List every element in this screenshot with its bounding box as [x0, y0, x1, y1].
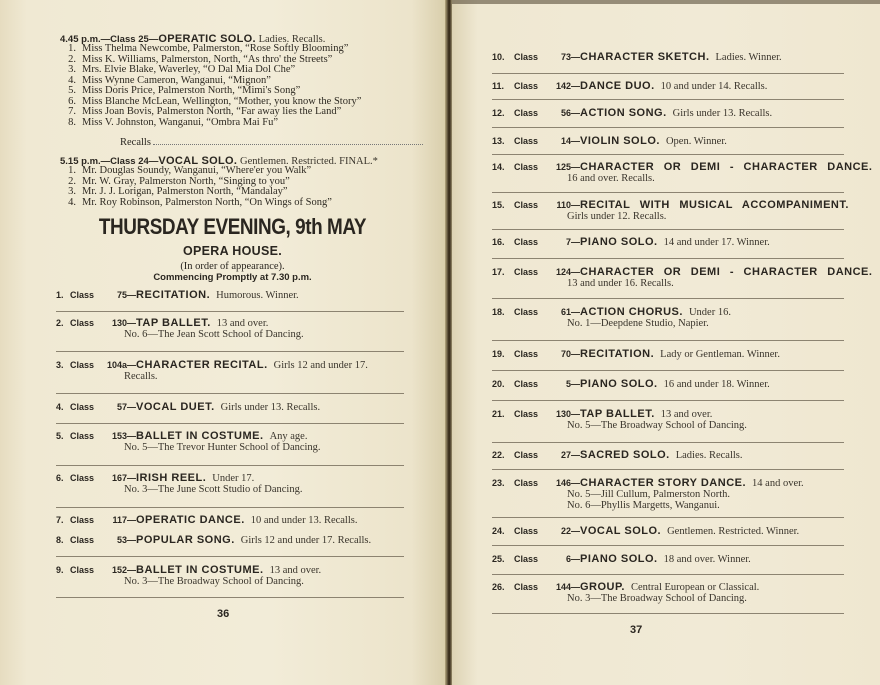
- item-number: 15.: [492, 200, 505, 210]
- class-title: OPERATIC SOLO.: [158, 33, 256, 45]
- class-description: Lady or Gentleman. Winner.: [660, 349, 780, 360]
- programme-item: [492, 553, 751, 565]
- class-title: SACRED SOLO.: [580, 449, 670, 461]
- item-number: 2.: [56, 318, 64, 328]
- item-detail: Girls under 12. Recalls.: [567, 211, 667, 222]
- class-description: Humorous. Winner.: [216, 290, 299, 301]
- recalls-line: [120, 136, 423, 148]
- class-number: 130—: [555, 409, 580, 419]
- divider-rule: [56, 597, 404, 598]
- class-description: 16 and under 18. Winner.: [663, 379, 770, 390]
- programme-item: [492, 378, 770, 390]
- class-label: Class: [514, 200, 539, 210]
- class-description: Any age.: [269, 431, 308, 442]
- programme-item: [492, 161, 878, 173]
- class-label: Class: [514, 267, 539, 277]
- item-number: 24.: [492, 526, 505, 536]
- class-number: 117—: [112, 515, 136, 525]
- class-number: 7—: [565, 237, 580, 247]
- item-number: 21.: [492, 409, 505, 419]
- programme-item: [56, 317, 268, 329]
- item-number: 25.: [492, 554, 505, 564]
- class-title: CHARACTER RECITAL.: [136, 359, 268, 371]
- class-number: 75—: [116, 290, 136, 300]
- class-number: 167—: [111, 473, 136, 483]
- item-detail: Recalls.: [124, 371, 158, 382]
- class-title: IRISH REEL.: [136, 472, 207, 484]
- item-number: 17.: [492, 267, 505, 277]
- class-label: Class: [70, 473, 95, 483]
- item-detail: No. 6—Phyllis Margetts, Wanganui.: [567, 500, 720, 511]
- class-title: ACTION SONG.: [580, 107, 667, 119]
- class-title: TAP BALLET.: [580, 408, 655, 420]
- class-label: Class: [514, 307, 539, 317]
- entrant: 1. Mr. Douglas Soundy, Wanganui, “Where'er you Walk”: [68, 165, 312, 176]
- item-number: 8.: [56, 535, 64, 545]
- programme-item: [492, 449, 743, 461]
- programme-item: [492, 525, 799, 537]
- class-description: Ladies. Winner.: [715, 52, 782, 63]
- divider-rule: [492, 99, 844, 100]
- entrant: 2. Mr. W. Gray, Palmerston North, “Singing to you”: [68, 175, 290, 187]
- class-label: Class: [514, 379, 539, 389]
- programme-item: [492, 348, 780, 360]
- evening-heading: THURSDAY EVENING, 9th MAY: [98, 214, 367, 239]
- class-label: Class: [70, 431, 95, 441]
- recalls-label: Recalls: [120, 137, 151, 148]
- class-number: 104a—: [106, 360, 136, 370]
- programme-item: [492, 581, 759, 593]
- entrant: 6. Miss Blanche McLean, Wellington, “Mother, you know the Story”: [68, 95, 362, 107]
- class-label: Class: [514, 349, 539, 359]
- entrant: 7. Miss Joan Bovis, Palmerston North, “Far away lies the Land”: [68, 106, 342, 117]
- class-label: Class: [514, 554, 539, 564]
- class-number: 22—: [560, 526, 580, 536]
- class-description: 14 and under 17. Winner.: [663, 237, 770, 248]
- class-description: 10 and under 13. Recalls.: [250, 515, 358, 526]
- commencing-time: Commencing Promptly at 7.30 p.m.: [153, 272, 312, 283]
- class-title: CHARACTER OR DEMI - CHARACTER DANCE.: [580, 266, 873, 278]
- class-description: Open. Winner.: [665, 136, 727, 147]
- class-title: CHARACTER SKETCH.: [580, 51, 710, 63]
- class-title: DANCE DUO.: [580, 80, 655, 92]
- class-number: 61—: [560, 307, 580, 317]
- class-number: 5—: [565, 379, 580, 389]
- class-label: Class: [514, 582, 539, 592]
- class-25-entrants: [62, 44, 361, 128]
- entrant: 5. Miss Doris Price, Palmerston North, “Mimi's Song”: [68, 85, 301, 96]
- programme-item: [492, 266, 878, 278]
- class-label: Class: [70, 515, 95, 525]
- item-detail: 13 and under 16. Recalls.: [567, 278, 674, 289]
- right-page: [452, 0, 880, 685]
- item-number: 14.: [492, 162, 505, 172]
- class-label: Class: [70, 318, 95, 328]
- divider-rule: [492, 127, 844, 128]
- divider-rule: [492, 229, 844, 230]
- class-description: Girls under 13. Recalls.: [220, 402, 321, 413]
- class-number: 14—: [560, 136, 580, 146]
- class-label: Class: [70, 360, 95, 370]
- item-number: 9.: [56, 565, 64, 575]
- class-number: 27—: [560, 450, 580, 460]
- programme-item: [56, 514, 357, 526]
- class-description: 13 and over.: [216, 318, 269, 329]
- session-time: 5.15 p.m.—Class: [60, 156, 136, 167]
- item-detail: No. 6—The Jean Scott School of Dancing.: [124, 329, 304, 340]
- item-detail: No. 1—Deepdene Studio, Napier.: [567, 318, 709, 329]
- class-number: 73—: [560, 52, 580, 62]
- class-number: 124—: [555, 267, 580, 277]
- item-detail: No. 3—The Broadway School of Dancing.: [567, 593, 747, 604]
- class-label: Class: [514, 526, 539, 536]
- item-detail: No. 3—The June Scott Studio of Dancing.: [124, 484, 303, 495]
- class-title: VOCAL SOLO.: [580, 525, 662, 537]
- class-label: Class: [70, 402, 95, 412]
- divider-rule: [492, 613, 844, 614]
- class-description: Under 17.: [212, 473, 255, 484]
- class-number: 57—: [116, 402, 136, 412]
- divider-rule: [492, 574, 844, 575]
- programme-item: [56, 534, 371, 546]
- class-title: PIANO SOLO.: [580, 378, 658, 390]
- divider-rule: [492, 517, 844, 518]
- class-title: RECITATION.: [580, 348, 655, 360]
- class-number: 144—: [555, 582, 580, 592]
- order-note: (In order of appearance).: [180, 261, 285, 272]
- class-label: Class: [514, 478, 539, 488]
- class-title: CHARACTER STORY DANCE.: [580, 477, 747, 489]
- item-detail: No. 5—Jill Cullum, Palmerston North.: [567, 489, 731, 500]
- class-title: VOCAL DUET.: [136, 401, 215, 413]
- divider-rule: [492, 442, 844, 443]
- class-number: 146—: [555, 478, 580, 488]
- class-number: 130—: [111, 318, 136, 328]
- session-time: 4.45 p.m.—Class: [60, 34, 136, 45]
- item-detail: No. 3—The Broadway School of Dancing.: [124, 576, 304, 587]
- programme-item: [56, 359, 368, 371]
- programme-item: [492, 135, 727, 147]
- item-number: 22.: [492, 450, 505, 460]
- divider-rule: [492, 545, 844, 546]
- class-number: 125—: [555, 162, 580, 172]
- class-description: Gentlemen. Restricted. Winner.: [667, 526, 800, 537]
- item-number: 11.: [492, 81, 505, 91]
- item-detail: 16 and over. Recalls.: [567, 173, 655, 184]
- class-description: 13 and over.: [269, 565, 322, 576]
- class-description: 13 and over.: [660, 409, 713, 420]
- class-title: VIOLIN SOLO.: [580, 135, 660, 147]
- class-number: 6—: [565, 554, 580, 564]
- class-24-entrants: [62, 166, 332, 208]
- entrant: 4. Mr. Roy Robinson, Palmerston North, “On Wings of Song”: [68, 196, 332, 208]
- programme-item: [492, 236, 770, 248]
- entrant: 1. Miss Thelma Newcombe, Palmerston, “Rose Softly Blooming”: [68, 43, 349, 54]
- programme-item: [56, 472, 254, 484]
- class-number: 53—: [116, 535, 136, 545]
- class-title: BALLET IN COSTUME.: [136, 430, 264, 442]
- programme-item: [492, 51, 782, 63]
- class-label: Class: [70, 535, 95, 545]
- item-number: 16.: [492, 237, 505, 247]
- programme-item: [492, 408, 712, 420]
- class-title: GROUP.: [580, 581, 625, 593]
- item-number: 6.: [56, 473, 64, 483]
- class-title: PIANO SOLO.: [580, 236, 658, 248]
- page-number: 37: [630, 624, 643, 636]
- class-label: Class: [514, 108, 539, 118]
- page-number: 36: [217, 608, 230, 620]
- class-label: Class: [514, 409, 539, 419]
- programme-item: [56, 430, 307, 442]
- divider-rule: [492, 258, 844, 259]
- class-title: CHARACTER OR DEMI - CHARACTER DANCE.: [580, 161, 873, 173]
- entrant: 8. Miss V. Johnston, Wanganui, “Ombra Mai Fu”: [68, 116, 279, 128]
- item-number: 3.: [56, 360, 64, 370]
- entrant: 3. Mr. J. J. Lorigan, Palmerston North, “Mandalay”: [68, 186, 288, 197]
- item-detail: No. 5—The Trevor Hunter School of Dancing.: [124, 442, 321, 453]
- class-title: TAP BALLET.: [136, 317, 211, 329]
- divider-rule: [56, 556, 404, 557]
- class-number: 25—: [138, 34, 159, 45]
- item-number: 1.: [56, 290, 64, 300]
- class-label: Class: [514, 450, 539, 460]
- class-description: Ladies. Recalls.: [675, 450, 743, 461]
- class-number: 153—: [111, 431, 136, 441]
- class-label: Class: [514, 52, 539, 62]
- divider-rule: [56, 393, 404, 394]
- class-description: Girls 12 and under 17.: [273, 360, 368, 371]
- class-label: Class: [70, 290, 95, 300]
- class-label: Class: [514, 237, 539, 247]
- programme-item: [492, 199, 855, 211]
- divider-rule: [56, 423, 404, 424]
- divider-rule: [56, 465, 404, 466]
- class-title: POPULAR SONG.: [136, 534, 235, 546]
- item-number: 19.: [492, 349, 505, 359]
- divider-rule: [492, 469, 844, 470]
- divider-rule: [492, 73, 844, 74]
- divider-rule: [56, 351, 404, 352]
- divider-rule: [492, 154, 844, 155]
- item-number: 18.: [492, 307, 505, 317]
- divider-rule: [492, 298, 844, 299]
- class-title: ACTION CHORUS.: [580, 306, 683, 318]
- class-description: Central European or Classical.: [630, 582, 760, 593]
- item-number: 26.: [492, 582, 505, 592]
- programme-item: [492, 477, 804, 489]
- class-number: 70—: [560, 349, 580, 359]
- item-detail: No. 5—The Broadway School of Dancing.: [567, 420, 747, 431]
- entrant: 4. Miss Wynne Cameron, Wanganui, “Mignon”: [68, 74, 271, 86]
- class-number: 24—: [138, 156, 159, 167]
- class-title: OPERATIC DANCE.: [136, 514, 245, 526]
- item-number: 4.: [56, 402, 64, 412]
- item-number: 7.: [56, 515, 64, 525]
- class-label: Class: [514, 162, 539, 172]
- class-number: 56—: [560, 108, 580, 118]
- programme-item: [56, 289, 299, 301]
- class-description: Girls under 13. Recalls.: [672, 108, 773, 119]
- item-number: 5.: [56, 431, 64, 441]
- class-title: RECITATION.: [136, 289, 211, 301]
- class-label: Class: [514, 81, 539, 91]
- class-number: 110—: [556, 200, 580, 210]
- class-title: RECITAL WITH MUSICAL ACCOMPANIMENT.: [580, 199, 849, 211]
- divider-rule: [492, 370, 844, 371]
- venue: OPERA HOUSE.: [183, 244, 282, 258]
- item-number: 10.: [492, 52, 505, 62]
- class-description: Girls 12 and under 17. Recalls.: [240, 535, 372, 546]
- programme-item: [492, 306, 731, 318]
- item-number: 13.: [492, 136, 505, 146]
- programme-item: [56, 401, 320, 413]
- class-title: VOCAL SOLO.: [158, 155, 238, 167]
- class-description: 14 and over.: [752, 478, 804, 489]
- page-edge-shadow: [452, 0, 880, 4]
- divider-rule: [56, 311, 404, 312]
- class-title: BALLET IN COSTUME.: [136, 564, 264, 576]
- programme-item: [56, 564, 321, 576]
- divider-rule: [492, 192, 844, 193]
- item-number: 12.: [492, 108, 505, 118]
- class-description: Gentlemen. Restricted. FINAL.*: [239, 156, 378, 167]
- divider-rule: [492, 400, 844, 401]
- divider-rule: [56, 507, 404, 508]
- class-label: Class: [70, 565, 95, 575]
- entrant: 3. Mrs. Elvie Blake, Waverley, “O Dal Mia Dol Che”: [68, 64, 296, 75]
- recalls-blank: [153, 136, 423, 145]
- class-number: 142—: [555, 81, 580, 91]
- class-description: 10 and under 14. Recalls.: [660, 81, 768, 92]
- programme-item: [492, 80, 767, 92]
- item-number: 23.: [492, 478, 505, 488]
- divider-rule: [492, 340, 844, 341]
- class-description: 18 and over. Winner.: [663, 554, 751, 565]
- entrant: 2. Miss K. Williams, Palmerston, North, “As thro' the Streets”: [68, 53, 333, 65]
- class-description: Ladies. Recalls.: [258, 34, 326, 45]
- programme-item: [492, 107, 772, 119]
- item-number: 20.: [492, 379, 505, 389]
- class-title: PIANO SOLO.: [580, 553, 658, 565]
- class-description: Under 16.: [688, 307, 731, 318]
- class-number: 152—: [111, 565, 136, 575]
- class-label: Class: [514, 136, 539, 146]
